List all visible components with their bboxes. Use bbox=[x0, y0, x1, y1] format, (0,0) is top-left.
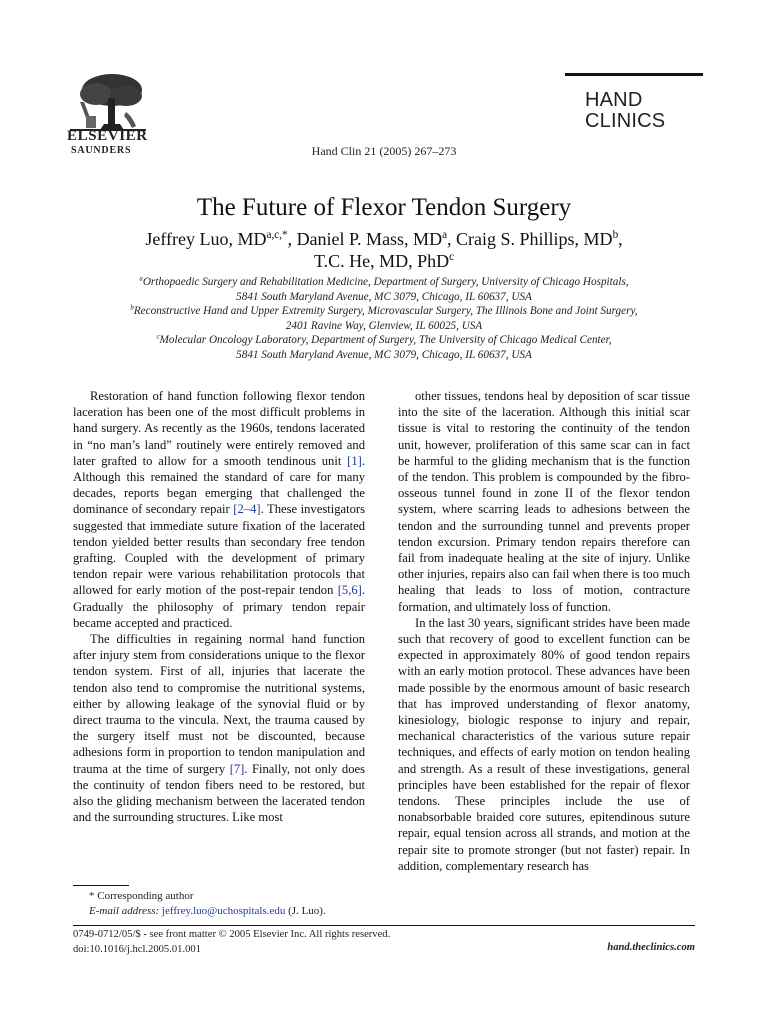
citation-link[interactable]: [1] bbox=[347, 453, 362, 468]
footnote-marker: * bbox=[89, 890, 95, 902]
affiliation-marker: b bbox=[130, 303, 134, 312]
footnote bbox=[73, 889, 373, 919]
body-paragraph bbox=[398, 615, 690, 874]
affiliation-marker: c bbox=[156, 332, 160, 341]
email-suffix: (J. Luo). bbox=[285, 905, 326, 917]
email-link[interactable]: jeffrey.luo@uchospitals.edu bbox=[161, 905, 286, 917]
journal-reference: Hand Clin 21 (2005) 267–273 bbox=[311, 144, 457, 158]
publisher-imprint: SAUNDERS bbox=[71, 145, 132, 156]
citation-link[interactable]: [5,6] bbox=[337, 583, 362, 598]
citation-link[interactable]: [7] bbox=[229, 761, 245, 776]
brand-line-1: HAND bbox=[585, 89, 643, 111]
journal-website: hand.theclinics.com bbox=[607, 942, 695, 953]
body-text: . Gradually the philosophy of primary tendon repair became accepted and practiced. bbox=[73, 583, 365, 630]
issn-line: 0749-0712/05/$ - see front matter © 2005 Elsevier Inc. All rights reserved. bbox=[73, 929, 391, 940]
author-affiliation-marker: a,c,* bbox=[266, 229, 288, 241]
body-column-right bbox=[398, 388, 690, 874]
body-paragraph bbox=[73, 388, 365, 631]
affiliation-line: $^c$Molecular Oncology Laboratory, Department of Surgery, The University of Chicago Medical Center, bbox=[156, 332, 612, 347]
elsevier-tree-logo-icon bbox=[66, 72, 150, 134]
body-paragraph bbox=[398, 388, 690, 615]
article-title: The Future of Flexor Tendon Surgery bbox=[196, 194, 572, 221]
author-affiliation-marker: b bbox=[612, 229, 619, 241]
body-text: . These investigators suggested that immediate suture fixation of the lacerated tendon yielded better results than secondary free tendon grafting. Coupled with the development of primary tendon repair were various rehabilitation protocols that allowed for early motion of the post-repair tendon bbox=[73, 502, 365, 598]
corresponding-author-label: Corresponding author bbox=[97, 890, 194, 902]
affiliation-line: $^a$Orthopaedic Surgery and Rehabilitation Medicine, Department of Surgery, University of Chicago Hospitals, bbox=[139, 274, 629, 288]
footer-rule bbox=[73, 925, 695, 926]
brand-rule bbox=[565, 73, 703, 76]
brand-line-2: CLINICS bbox=[585, 110, 666, 132]
affiliation-line: $^b$Reconstructive Hand and Upper Extremity Surgery, Microvascular Surgery, The Illinois Bone and Joint Surgery, bbox=[130, 303, 638, 318]
affiliation-line: 5841 South Maryland Avenue, MC 3079, Chicago, IL 60637, USA bbox=[236, 290, 532, 303]
publisher-name: ELSEVIER bbox=[67, 128, 148, 144]
author-affiliation-marker: c bbox=[449, 251, 455, 263]
doi-line: doi:10.1016/j.hcl.2005.01.001 bbox=[73, 943, 202, 955]
body-paragraph bbox=[73, 631, 365, 825]
body-text: In the last 30 years, significant strides have been made such that recovery of good to excellent function can be expected in approximately 80% of good tendon repairs with an early motion protocol. These advances have been made possible by the enormous amount of basic research that has improved understanding of flexor anatomy, kinesiology, biologic response to injury and repair, mechanical characteristics of the various suture repair techniques, and effects of early motion on tendon healing and strength. As a result of these investigations, general principles have been established for the repair of flexor tendons. These principles include the use of nonabsorbable braided core sutures, epitendinous suture repair, equal tension across all strands, and motion at the repair site to promote stronger (but not faster) repair. In addition, complementary research has bbox=[398, 615, 690, 873]
body-text: . Finally, not only does the continuity of tendon fibers need to be restored, but also the gliding mechanism between the lacerated tendon and the surrounding structures. Like most bbox=[73, 761, 365, 825]
email-label: E-mail address: bbox=[89, 905, 160, 917]
author-name: T.C. He, MD, PhD bbox=[313, 251, 450, 271]
affiliation-marker: a bbox=[139, 274, 143, 283]
author-name: Jeffrey Luo, MD bbox=[145, 229, 267, 249]
body-text: . Although this remained the standard of care for many decades, reports began emerging that challenged the dominance of secondary repair bbox=[73, 453, 365, 517]
footnote-rule bbox=[73, 885, 129, 886]
author-affiliation-marker: a bbox=[442, 229, 448, 241]
affiliation-line: 2401 Ravine Way, Glenview, IL 60025, USA bbox=[285, 319, 483, 332]
footer-info bbox=[73, 928, 390, 957]
journal-brand bbox=[585, 90, 665, 132]
author-name: Daniel P. Mass, MD bbox=[296, 229, 443, 249]
author-name: Craig S. Phillips, MD bbox=[456, 229, 613, 249]
author-list: Jeffrey Luo, $MD^{a,c,*}$, Daniel P. Mass, $MD^a$, Craig S. Phillips, $MD^b$, T.C. He, MD, PhD$^c$ bbox=[145, 229, 623, 271]
body-text: Restoration of hand function following flexor tendon laceration has been one of the most difficult problems in hand surgery. As recently as the 1960s, tendons lacerated in “no man’s land” routinely were entirely removed and later grafted to allow for a smooth tendinous unit bbox=[73, 389, 365, 468]
body-text: other tissues, tendons heal by deposition of scar tissue into the site of the laceration. Although this initial scar tissue is vital to restoring the continuity of the tendon unit, however, proliferation of this same scar can in fact be harmful to the gliding mechanism that is the function of the tendon. This problem is compounded by the fibro-osseous tunnel found in zone II of the flexor tendon system, where scarring leads to adhesions between the tendon and the surrounding tunnel and prevents proper tendon excursion. Primary tendon repairs therefore can fail from inadequate healing at the site of injury. Unlike other injuries, repairs also can fail when there is too much healing that leads to loss of motion, contracture formation, and ultimately loss of function. bbox=[398, 389, 691, 614]
affiliation-line: 5841 South Maryland Avenue, MC 3079, Chicago, IL 60637, USA bbox=[236, 348, 532, 361]
citation-link[interactable]: [2–4] bbox=[233, 502, 261, 517]
affiliation-list bbox=[60, 275, 708, 363]
body-text: The difficulties in regaining normal hand function after injury stem from considerations unique to the flexor tendon system. First of all, injuries that lacerate the tendon also tend to compromise the nutritional systems, either by allowing leakage of the synovial fluid or by direct trauma to the vincula. Next, the trauma caused by the surgery itself must not be discounted, because adhesions form in proportion to tendon manipulation and trauma at the time of surgery bbox=[73, 632, 365, 776]
body-column-left bbox=[73, 388, 365, 825]
